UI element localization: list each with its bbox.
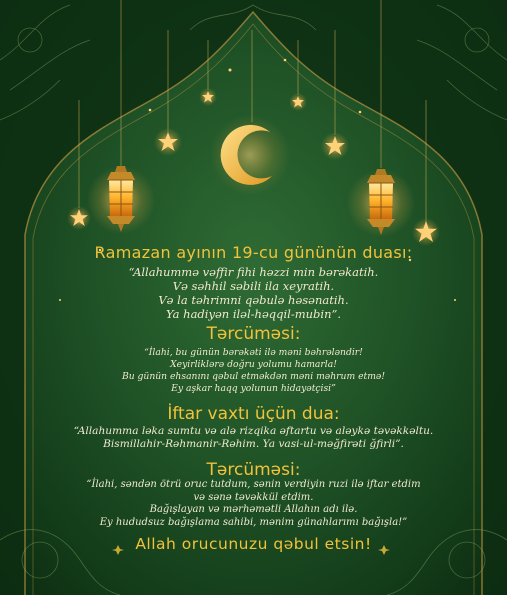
dua-line: “Allahummə vəffir fihi həzzi min bərəkatih. (128, 265, 379, 279)
translation-block (20, 347, 487, 395)
iftar-dua-line: “Allahumma ləka sumtu və alə rizqika əftartu və aləykə təvəkkəltu. (73, 425, 434, 437)
translation-line: “İlahi, bu günün bərəkəti ilə məni bəhrələndir! (144, 347, 363, 358)
translation-block-2 (20, 479, 487, 529)
dua-line: Və səhhil səbili ila xeyratih. (172, 279, 335, 293)
dua-line: Ya hadiyən iləl-həqqil-mubin”. (165, 307, 342, 321)
translation-line: və sənə təvəkkül etdim. (193, 491, 314, 503)
translation-line: Xeyirliklərə doğru yolumu hamarla! (170, 359, 337, 370)
iftar-dua-block (20, 425, 487, 451)
iftar-dua-line: Bismillahir-Rəhmanir-Rəhim. Ya vasi-ul-məğfirəti ğfirli”. (103, 438, 404, 450)
translation-heading-2: Tərcüməsi: (206, 460, 301, 480)
closing-blessing: Allah orucunuzu qəbul etsin! (135, 535, 372, 553)
translation-line: Ey hududsuz bağışlama sahibi, mənim günahlarımı bağışla!” (99, 516, 408, 528)
translation-heading: Tərcüməsi: (206, 324, 301, 344)
card-title: Ramazan ayının 19-cu gününün duası: (94, 243, 413, 262)
translation-line: Bağışlayan və mərhəmətli Allahın adı ilə. (149, 504, 358, 515)
dua-arabic-block (20, 265, 487, 321)
iftar-heading: İftar vaxtı üçün dua: (167, 404, 340, 424)
translation-line: Bu günün ehsanını qəbul etməkdən məni məhrum etmə! (121, 371, 386, 382)
translation-line: Ey aşkar haqq yolunun hidayətçisi” (171, 383, 336, 394)
dua-line: Və la təhrimni qəbulə həsənatih. (158, 293, 349, 307)
translation-line: “İlahi, səndən ötrü oruc tutdum, sənin verdiyin ruzi ilə iftar etdim (86, 479, 421, 490)
